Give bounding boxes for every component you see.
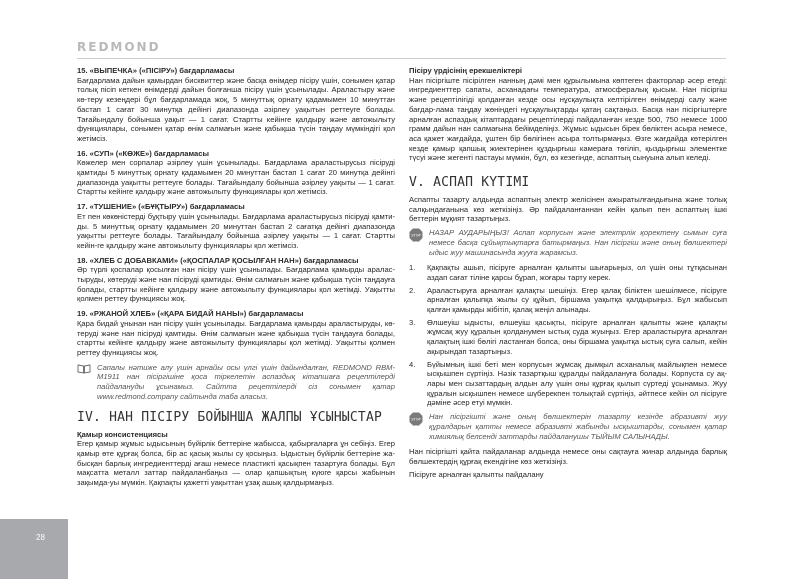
program-17 <box>77 202 395 251</box>
section-4-title: IV. НАН ПІСІРУ БОЙЫНША ЖАЛПЫ ҰСЫНЫСТАР <box>77 409 383 425</box>
program-19 <box>77 309 395 358</box>
program-title: 18. «ХЛЕБ С ДОБАВКАМИ» («ҚОСПАЛАР ҚОСЫЛҒАН НАН») бағдарламасы <box>77 255 359 265</box>
book-icon <box>77 364 91 374</box>
step-text: Өлшеуіш ыдысты, өлшеуіш қасықты, пісіруге арналған қалыпты және қалақты жұмсақ жуу құралын қолданумен ыстық суда жуыңыз. Егер араластыруға арналған қалақтың ішкі бөлігі ластанған болса, оны біршама уақытқа ыстық суға салып, кейін ақырындап тазартыңыз. <box>427 317 727 356</box>
program-title: 15. «ВЫПЕЧКА» («ПІСІРУ») бағдарламасы <box>77 66 235 75</box>
section-5-title: V. АСПАП КҮТІМІ <box>409 175 530 191</box>
page-number: 28 <box>36 533 45 542</box>
program-18 <box>77 256 395 305</box>
svg-text:STOP: STOP <box>411 233 421 238</box>
closing-text: Нан пісіргішті қайта пайдаланар алдында немесе оны сақтауға жинар алдында барлық бөлшектердің құрғақ екендігіне көз жеткізіңіз. <box>409 447 727 466</box>
program-body: Ет пен көкөністерді бұқтыру үшін ұсынылады. Бағдарлама араластырусыз пісірудi қамти-ды. 5 минуттық орнату қадамымен 20 минуттан бастап 2 сағатқа дейінгі диапазонда уақытты реттеуге болады. Тағайындалу бойынша әзірлеу уақыты — 1 сағат. Стартты кейін-ге қалдыру және автожылыту функциялары қол жетімсіз. <box>77 211 395 250</box>
consistency-body: Егер қамыр жұмыс ыдысының бүйірлік беттеріне жабысса, қабырғаларға ұн себіңіз. Егер қамыр өте құрғақ болса, бір ас қасық жылы су қосыңыз. Ыдыстың бүйірлік беттеріне жа-бысқан барлық ингредиенттерді ағаш немесе пластикті қасықпен тазартуға болады. Бұл мақсатта металл заттар пайдаланбаңыз — олар қапшықтың күюге қарсы жабынын зақымда-уы мүмкін. Қақпақты қажетті уақыттан ұзақ ашық қалдырмаңыз. <box>77 439 395 488</box>
features-body: Нан пісіргіште пісірілген нанның дәмі мен құрылымына көптеген факторлар әсер етеді: ингредиенттер сапаты, асханадағы температура, атмосфералық қысым. Нан пісіргіш және рецептілігіді қолданған кезде осы нұсқаулықта келтірілген өнімдерді салу және бағдар-лама таңдау жөніндегі нұсқаулықтарды қатаң сақтаңыз. Басқа нан пісіргіштерге арналған аспаздық кітаптардағы рецептілерді пайдаланған кезде 500, 750 немесе 1000 грамм дайын нан салмағына бейімделіңіз. Жұмыс ыдысын бірек бөліктен асыра немесе, аса қажет жағдайда, ұштен бір бөлігінен асыра толтырмаңыз. Өзге жағдайда көтерілген кезде қамыр қапшық жиектерінен құздырғыш камераға төгіліп, қыздырғыш элементке түсуі және жегенті пастауы мүмкін, бұл, өз кезегінде, аспаптың сынуына алып келеді. <box>409 75 727 163</box>
care-intro: Аспапты тазарту алдында аспаптың электр желісінен ажыратылғандығына және толық салқындағанына көз жеткізіңіз. Әр пайдаланғаннан кейін қалып пен аспаптың ішкі беттерін мұқият тазартыңыз. <box>409 195 727 224</box>
list-item <box>409 360 727 409</box>
subsection-text: Пісіруге арналған қалыпты пайдалану <box>409 469 544 479</box>
list-item <box>409 286 727 315</box>
consistency-title: Қамыр консистенциясы <box>77 429 168 439</box>
svg-text:STOP: STOP <box>411 417 421 422</box>
step-number: 2. <box>409 285 416 295</box>
list-item <box>409 318 727 357</box>
program-15 <box>77 66 395 144</box>
note-text: Сапалы нәтиже алу үшін арнайы осы үлгі үшін дайындалған, REDMOND RBM-M1911 нан пісіргішіне қоса тіркелетін аспаздық кітапшаға рецептілерді пайдалануды ұсынамыз. Сайтта рецептілерді сіз сонымен қатар www.redmond.company сайтында таба аласыз. <box>97 362 395 401</box>
program-title: 19. «РЖАНОЙ ХЛЕБ» («ҚАРА БИДАЙ НАНЫ») бағдарламасы <box>77 309 304 319</box>
stop-sign-icon <box>409 412 423 426</box>
step-number: 3. <box>409 317 416 327</box>
warning-1 <box>409 228 727 257</box>
step-text: Бүйымның ішкі беті мен корпусын жұмсақ дымқыл асханалық майлықпен немесе ысқышпен сүртіңіз. Нәзік тазартқыш құралды пайдалануға болады. Корпуста су ақ-лары мен сызаттардың алдын алу үшін оны құрғақ қылып сүртеді ұсынамыз. Жуу құралын ысқышпен немесе шүберекпен толықтай сүртіңіз, әйтпесе кейін ол пісіруге дәміне әсер етуі мүмкін. <box>427 359 727 408</box>
page-number-bar <box>0 519 68 579</box>
right-column <box>409 66 727 482</box>
recipe-note <box>77 363 395 402</box>
program-body: Көжелер мен сорпалар әзірлеу үшін ұсынылады. Бағдарлама араластырусыз пісірудi қамтиды 5 минуттық орнату қадамымен 20 минуттан бастап 1 сағат 20 минутқа дейінгі диапазонда уақытты реттеуге болады. Тағайындалу бойынша әзірлеу уақыты — 1 сағат. Стартты кейінге қалдыру және автожылыту функциялары қол жетімсіз. <box>77 158 395 197</box>
warning-2 <box>409 412 727 441</box>
left-column <box>77 66 395 491</box>
list-item <box>409 263 727 282</box>
step-text: Қақпақты ашып, пісіруге арналған қалыпты шығарыңыз, ол үшін оны тұтқасынан аздап сағат тіліне қарсы бұрап, жоғары тарту керек. <box>427 263 727 282</box>
brand-logo: REDMOND <box>77 40 161 54</box>
stop-sign-icon <box>409 228 423 242</box>
program-body: Қара бидай ұнынан нан пісіру үшін ұсынылады. Бағдарлама қамырды араластыруды, кө-теруді және нан пісіруді қамтиды. Өнім салмағын және қабықша түсін таңдауға болады, стартты кейінге қалдыру және автожылыту функциялары қол жетімді. Уақытты қолмен реттеу функциясы жоқ. <box>77 318 395 357</box>
program-body: Әр түрлі қоспалар қосылған нан пісіру үшін ұсынылады. Бағдарлама қамырды аралас-тыруды, көтеруді және нан пісіруді қамтиды. Өнім салмағын және қабықша түсін таңдауға болады, стартты кейінге қалдыру және автожылыту функциялары қол жетімді. Уақытты қолмен реттеу функциясы жоқ. <box>77 265 395 304</box>
warning-text: НАЗАР АУДАРЫҢЫЗ! Аспап корпусын және электрлік қоректену сымын суға немесе басқа сұйықтықтарға батырмаңыз. Нан пісіргіш және оның бөлшектері ыдыс жуу машинасында жууға жарамсыз. <box>429 228 727 257</box>
program-title: 17. «ТУШЕНИЕ» («БҰҚТЫРУ») бағдарламасы <box>77 202 245 212</box>
care-steps <box>409 263 727 408</box>
program-body: Бағдарлама дайын қамырдан бисквиттер және басқа өнімдер пісіру үшін, сонымен қатар толық пісіп кеткен өнімдерді дайын болғанша пісіру үшін ұсынылады. Араластыру және кө-теру кезеңдері бұл бағдарламада жоқ, 5 минуттық орнату қадамымен 10 минуттан бастап 1 сағат 30 минутқа дейінгі диапазонда әзірлеу уақытын реттеуге болады. Тағайындалу бойынша уақыт — 1 сағат. Стартты кейінге қалдыру және автожылыту функциялары, сонымен қатар өнім салмағын және қабықша түсін таңдау мүмкіндігі қол жетімсіз. <box>77 75 395 143</box>
step-number: 1. <box>409 263 416 273</box>
warning-text: Нан пісіргішті және оның бөлшектерін тазарту кезінде абразивті жуу құралдарын қатты немесе абразивті жабынды ысқыштарды, сонымен қатар химиялық белсенді заттарды пайдаланушы ТЫЙЫМ САЛЫНАДЫ. <box>429 412 727 441</box>
program-16 <box>77 149 395 198</box>
step-text: Араластыруға арналған қалақты шешіңіз. Егер қалақ біліктен шешілмесе, пісіруге арналған қалыпқа жылы су құйып, біршама уақытқа қалдырыңыз. Бұл жабысып қалған қамырды жібітіп, қалақ жеңіл алынады. <box>427 285 727 315</box>
features-title: Пісіру үрдісінің ерекшеліктері <box>409 66 522 75</box>
program-title: 16. «СУП» («КӨЖЕ») бағдарламасы <box>77 148 209 158</box>
header-divider <box>77 58 726 59</box>
step-number: 4. <box>409 359 416 369</box>
